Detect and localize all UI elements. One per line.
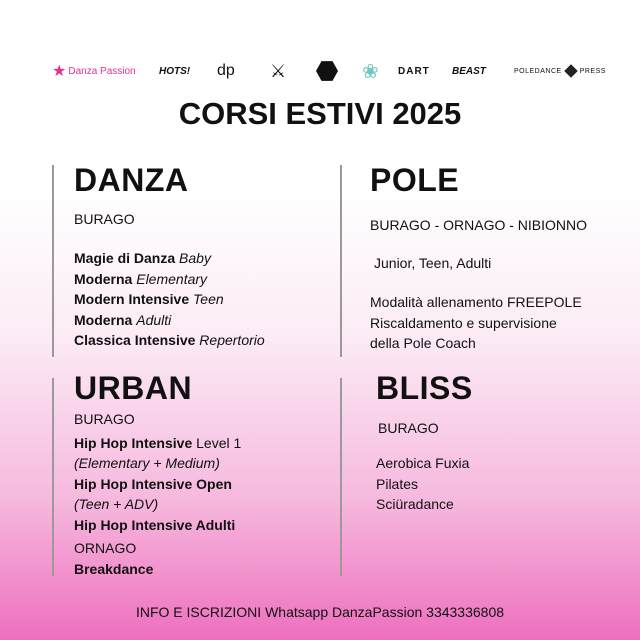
dc-mark-icon: dp (217, 62, 235, 79)
urban-divider (52, 378, 54, 576)
pole-title: POLE (370, 162, 460, 198)
list-item: Classica Intensive Repertorio (74, 332, 265, 348)
course-note: (Elementary + Medium) (74, 455, 220, 471)
danza-passion-logo (52, 58, 136, 84)
list-item: Moderna Adulti (74, 311, 172, 328)
partner-logos-row (50, 58, 610, 84)
course-note: (Teen + ADV) (74, 496, 159, 512)
pole-desc-line: Modalità allenamento FREEPOLE (370, 294, 582, 310)
list-item: Hip Hop Intensive Level 1 (74, 434, 242, 451)
danza-divider (52, 165, 54, 357)
footer-contact: INFO E ISCRIZIONI Whatsapp DanzaPassion 3343336808 (135, 604, 505, 620)
cube-icon (564, 64, 578, 78)
list-item: Pilates (376, 475, 419, 492)
bliss-divider (340, 378, 342, 576)
list-item: Hip Hop Intensive Open (74, 475, 232, 492)
flower-logo: ❀ (362, 60, 379, 83)
list-item: Modern Intensive Teen (74, 291, 224, 307)
urban-title: URBAN (74, 370, 193, 406)
bliss-location: BURAGO (378, 420, 439, 436)
danza-title: DANZA (74, 162, 189, 198)
list-item: Breakdance (74, 560, 154, 577)
danza-course-list (74, 248, 265, 351)
dart-logo: DART (398, 65, 430, 77)
bliss-title: BLISS (376, 370, 473, 406)
pole-locations: BURAGO - ORNAGO - NIBIONNO (370, 217, 588, 233)
list-item: Aerobica Fuxia (376, 455, 470, 471)
hots-logo: HOTS! (159, 65, 191, 77)
hexagon-logo (316, 60, 338, 82)
list-item: Moderna Elementary (74, 270, 208, 287)
danza-location: BURAGO (74, 211, 135, 227)
crossed-swords-logo: ⚔ (270, 60, 287, 81)
urban-location: ORNAGO (74, 540, 137, 556)
urban-content (74, 409, 241, 579)
list-item: Magie di Danza Baby (74, 250, 211, 266)
dancecompany-logo (217, 58, 235, 84)
page-title: CORSI ESTIVI 2025 (178, 96, 462, 131)
beast-logo: BEAST (452, 65, 486, 77)
pole-divider (340, 165, 342, 357)
poledance-press-logo: POLEDANCE PRESS (514, 58, 606, 84)
urban-location: BURAGO (74, 411, 135, 427)
pole-description (370, 292, 582, 354)
danza-passion-logo-text: Danza Passion (68, 65, 136, 77)
pole-levels: Junior, Teen, Adulti (374, 255, 492, 271)
list-item: Sciüradance (376, 496, 454, 512)
bliss-course-list (376, 453, 469, 515)
pole-desc-line: della Pole Coach (370, 335, 476, 351)
dancer-icon: ★ (52, 63, 67, 80)
pole-desc-line: Riscaldamento e supervisione (370, 314, 557, 331)
list-item: Hip Hop Intensive Adulti (74, 516, 236, 533)
